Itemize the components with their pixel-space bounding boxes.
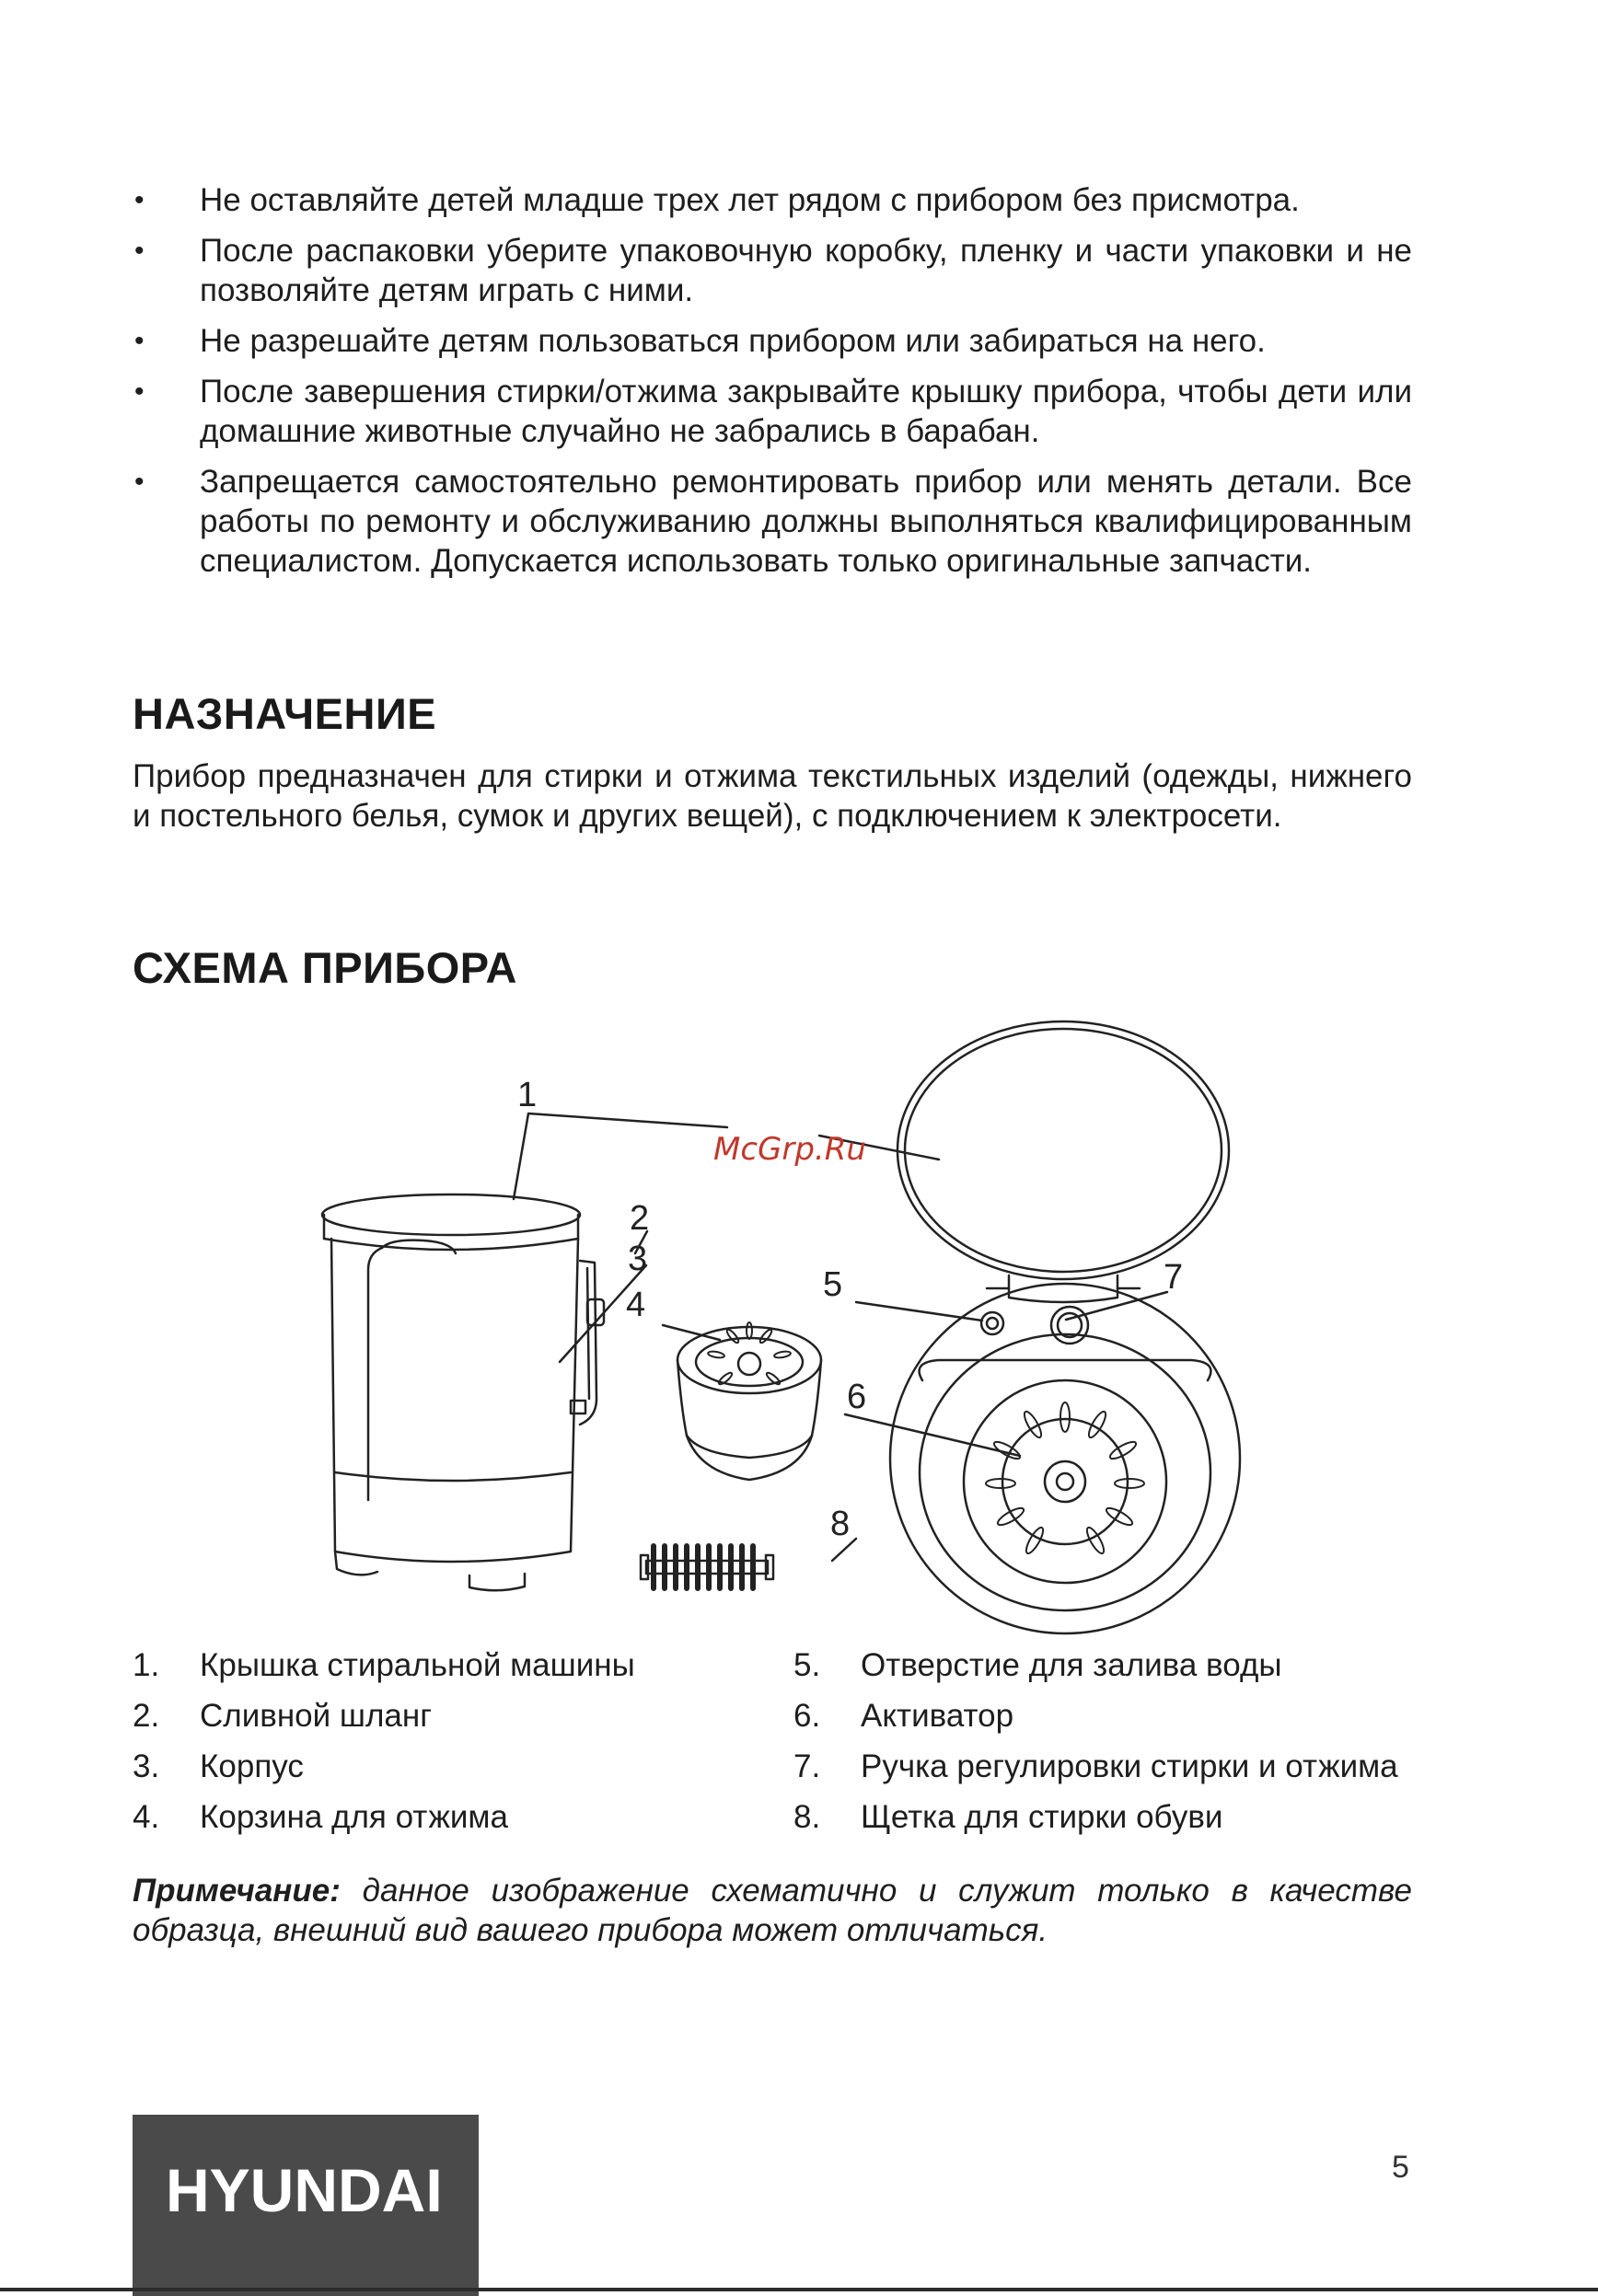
part-item: 5. Отверстие для залива воды xyxy=(793,1647,1282,1683)
washer-body xyxy=(322,1194,604,1590)
parts-list-left xyxy=(133,1640,635,1842)
bullet-item: • Не разрешайте детям пользоваться прибором или забираться на него. xyxy=(134,323,1266,359)
note-label: Примечание: xyxy=(133,1873,341,1909)
part-item: 1. Крышка стиральной машины xyxy=(133,1647,635,1683)
callout-6: 6 xyxy=(847,1378,867,1416)
bullet-dot: • xyxy=(134,376,145,407)
callout-8: 8 xyxy=(830,1505,851,1543)
callout-3: 3 xyxy=(628,1240,648,1278)
bullet-item: • После распаковки уберите упаковочную коробку, пленку и части упаковки и не позволяйте детям играть с ними. xyxy=(134,233,1412,308)
footer-rule xyxy=(0,2288,1598,2291)
callout-4: 4 xyxy=(626,1286,646,1324)
spin-basket xyxy=(677,1327,821,1480)
bullet-dot: • xyxy=(134,326,145,356)
purpose-text: Прибор предназначен для стирки и отжима текстильных изделий (одежды, нижнего и постельного белья, сумок и других вещей), с подключением к электросети. xyxy=(133,758,1412,834)
callout-5: 5 xyxy=(823,1265,843,1304)
brand-logo-block xyxy=(133,2115,479,2296)
page-number: 5 xyxy=(1392,2150,1409,2185)
part-item: 7. Ручка регулировки стирки и отжима xyxy=(793,1748,1398,1784)
part-item: 8. Щетка для стирки обуви xyxy=(793,1799,1223,1835)
bullet-dot: • xyxy=(134,467,145,497)
callout-2: 2 xyxy=(630,1199,650,1238)
brand-logo-text: HYUNDAI xyxy=(166,2156,443,2224)
part-item: 4. Корзина для отжима xyxy=(133,1799,508,1835)
bullet-dot: • xyxy=(134,185,145,215)
scheme-heading: СХЕМА ПРИБОРА xyxy=(133,943,517,992)
watermark-text: McGrp.Ru xyxy=(713,1131,866,1168)
bullet-dot: • xyxy=(134,236,145,266)
parts-list-right xyxy=(793,1640,1398,1842)
bullet-item: • После завершения стирки/отжима закрывайте крышку прибора, чтобы дети или домашние животные случайно не забрались в барабан. xyxy=(134,374,1412,449)
shoe-brush xyxy=(641,1546,773,1588)
part-item: 6. Активатор xyxy=(793,1698,1014,1734)
purpose-heading: НАЗНАЧЕНИЕ xyxy=(133,689,437,738)
callout-7: 7 xyxy=(1164,1258,1184,1297)
callout-1: 1 xyxy=(517,1076,538,1114)
activator-fins xyxy=(708,1322,1144,1555)
note-paragraph xyxy=(133,1871,1412,1950)
bullet-item: • Не оставляйте детей младше трех лет рядом с прибором без присмотра. xyxy=(134,182,1300,218)
note-text: данное изображение схематично и служит только в качестве образца, внешний вид вашего прибора может отличаться. xyxy=(133,1873,1412,1948)
part-item: 2. Сливной шланг xyxy=(133,1698,432,1734)
safety-bullet-list xyxy=(133,180,1412,581)
part-item: 3. Корпус xyxy=(133,1748,304,1784)
washer-top-view xyxy=(890,1284,1240,1633)
device-diagram xyxy=(304,1012,1270,1638)
bullet-item: • Запрещается самостоятельно ремонтировать прибор или менять детали. Все работы по ремонту и обслуживанию должны выполняться квалифицированным специалистом. Допускается использовать только оригинальные запчасти. xyxy=(134,464,1412,579)
safety-bullets-section xyxy=(133,180,1412,592)
